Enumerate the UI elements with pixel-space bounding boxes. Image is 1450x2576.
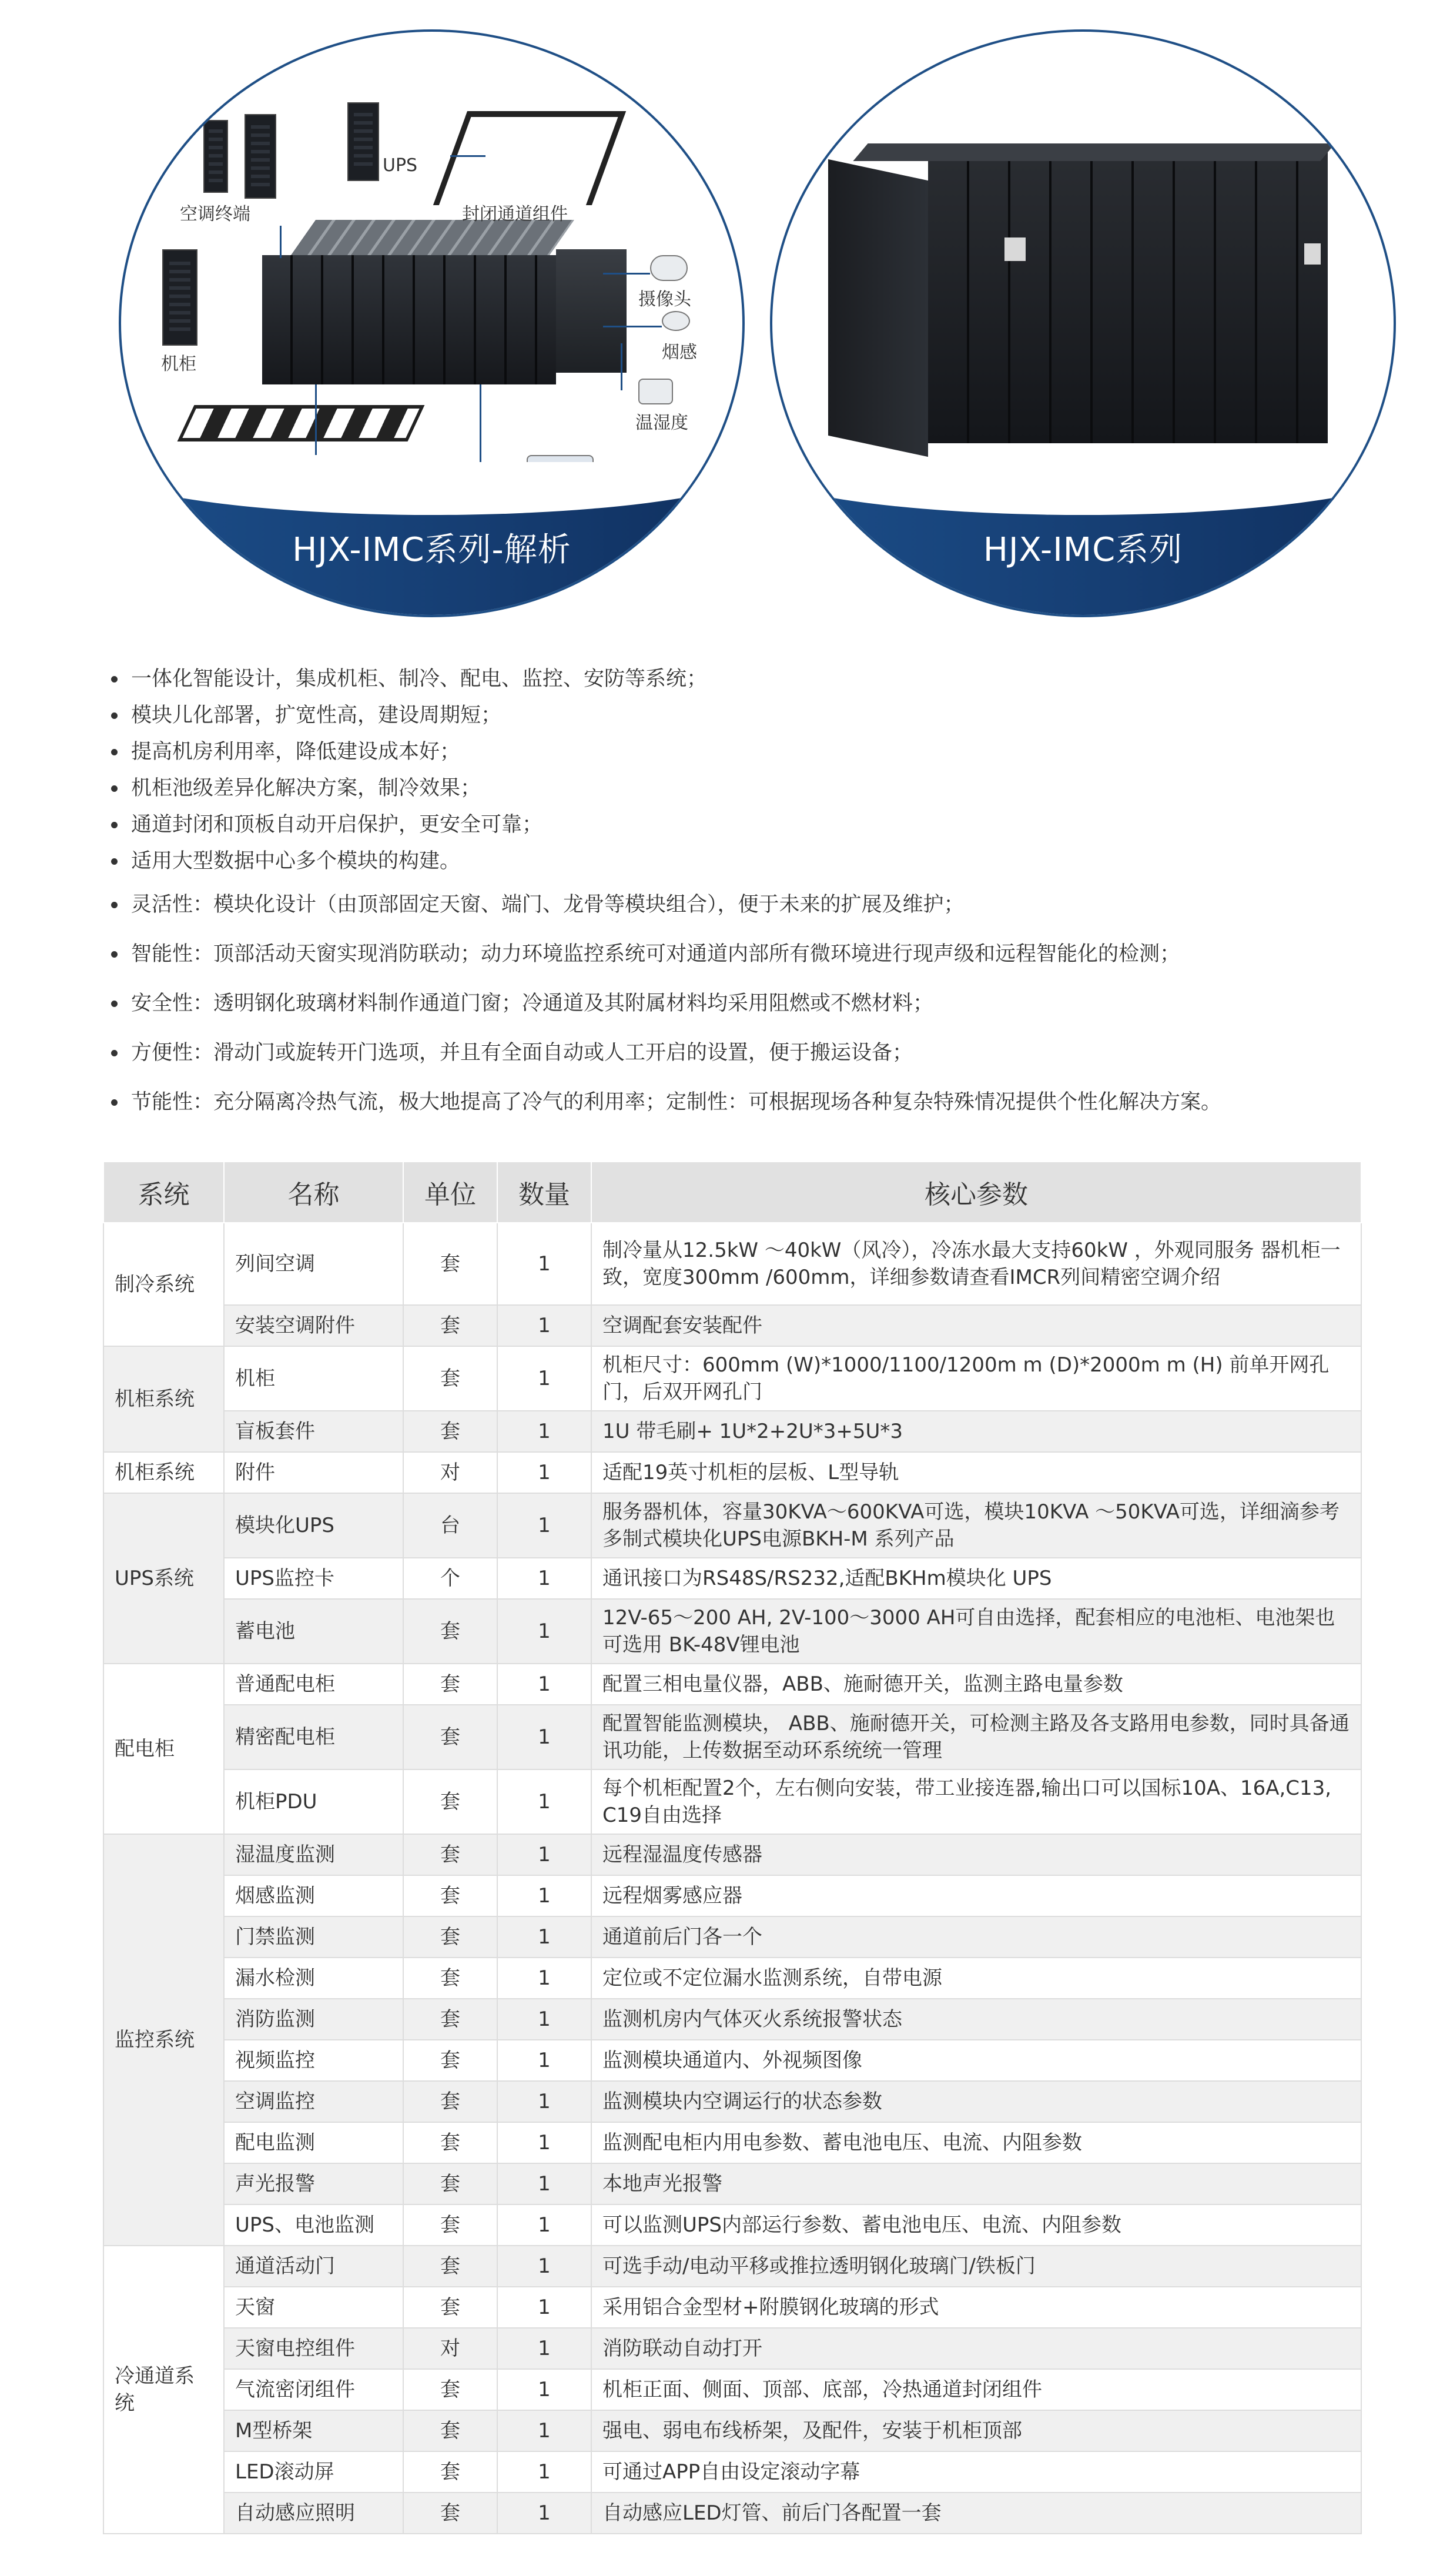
table-row <box>103 1223 1361 1305</box>
feature-item: 智能性：顶部活动天窗实现消防联动；动力环境监控系统可对通道内部所有微环境进行现声级和远程智能化的检测； <box>109 939 1372 969</box>
cell-qty: 1 <box>497 1305 591 1346</box>
rack-cabinet-image <box>162 249 197 346</box>
connector-line <box>621 343 622 390</box>
pod-end-door-image <box>556 249 627 373</box>
cell-name: 湿温度监测 <box>224 1834 403 1875</box>
table-row <box>103 2287 1361 2328</box>
cell-system: 机柜系统 <box>103 1346 224 1452</box>
table-row <box>103 2410 1361 2451</box>
cell-qty: 1 <box>497 1411 591 1452</box>
table-row <box>103 2369 1361 2410</box>
cell-name: 通道活动门 <box>224 2246 403 2287</box>
cell-params: 监测配电柜内用电参数、蓄电池电压、电流、内阻参数 <box>591 2122 1361 2163</box>
pod-roof-image <box>291 220 574 255</box>
ups-cabinet-image <box>347 102 379 181</box>
cell-params: 服务器机体，容量30KVA～600KVA可选，模块10KVA ～50KVA可选，详细滴参考多制式模块化UPS电源BKH-M 系列产品 <box>591 1493 1361 1558</box>
table-row <box>103 1493 1361 1558</box>
cell-qty: 1 <box>497 2081 591 2122</box>
feature-item: 安全性：透明钢化玻璃材料制作通道门窗；冷通道及其附属材料均采用阻燃或不燃材料； <box>109 989 1372 1018</box>
pod-body-image <box>262 255 556 384</box>
cell-qty: 1 <box>497 2204 591 2246</box>
cell-params: 监测模块通道内、外视频图像 <box>591 2040 1361 2081</box>
cell-name: 空调监控 <box>224 2081 403 2122</box>
label-ac-terminal: 空调终端 <box>180 204 250 225</box>
cell-unit: 套 <box>403 1769 497 1834</box>
table-row <box>103 2040 1361 2081</box>
cell-unit: 套 <box>403 2246 497 2287</box>
cell-params: 监测机房内气体灭火系统报警状态 <box>591 1999 1361 2040</box>
feature-item: 提高机房利用率，降低建设成本好； <box>109 737 1372 767</box>
cell-qty: 1 <box>497 1875 591 1916</box>
cell-name: 消防监测 <box>224 1999 403 2040</box>
ac-terminal-unit-image-2 <box>245 114 276 199</box>
connector-line <box>450 155 485 157</box>
cell-params: 远程湿温度传感器 <box>591 1834 1361 1875</box>
aisle-frame-image <box>433 111 626 205</box>
table-row <box>103 1958 1361 1999</box>
table-row <box>103 1599 1361 1664</box>
cell-qty: 1 <box>497 1346 591 1411</box>
cell-name: 烟感监测 <box>224 1875 403 1916</box>
col-header-unit: 单位 <box>403 1162 497 1223</box>
cell-params: 机柜正面、侧面、顶部、底部，冷热通道封闭组件 <box>591 2369 1361 2410</box>
cell-unit: 对 <box>403 2328 497 2369</box>
label-camera: 摄像头 <box>638 289 691 310</box>
feature-item: 适用大型数据中心多个模块的构建。 <box>109 847 1372 876</box>
cell-unit: 套 <box>403 1875 497 1916</box>
cell-unit: 套 <box>403 1705 497 1769</box>
cell-name: UPS、电池监测 <box>224 2204 403 2246</box>
cell-system: 配电柜 <box>103 1664 224 1834</box>
table-row <box>103 1452 1361 1493</box>
table-row <box>103 1916 1361 1958</box>
cell-params: 监测模块内空调运行的状态参数 <box>591 2081 1361 2122</box>
cell-name: 天窗 <box>224 2287 403 2328</box>
camera-icon <box>650 255 688 281</box>
cell-qty: 1 <box>497 2122 591 2163</box>
cell-unit: 套 <box>403 2204 497 2246</box>
col-header-name: 名称 <box>224 1162 403 1223</box>
cell-name: 附件 <box>224 1452 403 1493</box>
table-row <box>103 1305 1361 1346</box>
label-rack: 机柜 <box>161 354 196 374</box>
cell-name: 视频监控 <box>224 2040 403 2081</box>
cell-unit: 套 <box>403 2369 497 2410</box>
cell-name: 机柜PDU <box>224 1769 403 1834</box>
cell-unit: 套 <box>403 2040 497 2081</box>
cell-qty: 1 <box>497 1705 591 1769</box>
table-row <box>103 1769 1361 1834</box>
cell-name: 声光报警 <box>224 2163 403 2204</box>
cell-params: 自动感应LED灯管、前后门各配置一套 <box>591 2493 1361 2534</box>
cell-params: 通讯接口为RS48S/RS232,适配BKHm模块化 UPS <box>591 1558 1361 1599</box>
cell-name: 列间空调 <box>224 1223 403 1305</box>
label-smoke: 烟感 <box>662 342 697 363</box>
pod-roof-image <box>853 143 1335 161</box>
connector-line <box>280 226 282 258</box>
cell-qty: 1 <box>497 2493 591 2534</box>
cell-params: 机柜尺寸：600mm (W)*1000/1100/1200m m (D)*2000m m (H) 前单开网孔门，后双开网孔门 <box>591 1346 1361 1411</box>
table-row <box>103 2451 1361 2493</box>
cell-unit: 套 <box>403 2493 497 2534</box>
cell-name: 模块化UPS <box>224 1493 403 1558</box>
cell-system: 机柜系统 <box>103 1452 224 1493</box>
cell-unit: 对 <box>403 1452 497 1493</box>
cell-qty: 1 <box>497 1769 591 1834</box>
table-row <box>103 2493 1361 2534</box>
cell-unit: 套 <box>403 1958 497 1999</box>
feature-list <box>109 664 1372 1117</box>
cell-qty: 1 <box>497 2328 591 2369</box>
table-row <box>103 1705 1361 1769</box>
cell-name: 配电监测 <box>224 2122 403 2163</box>
cell-unit: 套 <box>403 2122 497 2163</box>
label-temp-humidity: 温湿度 <box>635 413 688 433</box>
product-photo-circle <box>770 29 1396 617</box>
feature-item: 通道封闭和顶板自动开启保护，更安全可靠； <box>109 810 1372 839</box>
table-row <box>103 2328 1361 2369</box>
cell-name: 普通配电柜 <box>224 1664 403 1705</box>
banner-wave <box>770 462 1396 515</box>
feature-item: 节能性：充分隔离冷热气流，极大地提高了冷气的利用率；定制性：可根据现场各种复杂特殊情况提供个性化解决方案。 <box>109 1088 1372 1117</box>
table-row <box>103 2246 1361 2287</box>
cell-qty: 1 <box>497 1558 591 1599</box>
cell-name: 天窗电控组件 <box>224 2328 403 2369</box>
cell-name: UPS监控卡 <box>224 1558 403 1599</box>
cell-unit: 套 <box>403 1305 497 1346</box>
cell-unit: 套 <box>403 1599 497 1664</box>
caption-banner <box>119 491 745 615</box>
table-row <box>103 2081 1361 2122</box>
connector-line <box>603 273 650 275</box>
cell-name: 机柜 <box>224 1346 403 1411</box>
label-aisle: 封闭通道组件 <box>462 204 568 225</box>
cell-unit: 套 <box>403 2287 497 2328</box>
table-row <box>103 2163 1361 2204</box>
cell-params: 12V-65～200 AH, 2V-100～3000 AH可自由选择，配套相应的电池柜、电池架也可选用 BK-48V锂电池 <box>591 1599 1361 1664</box>
feature-item: 方便性：滑动门或旋转开门选项，并且有全面自动或人工开启的设置，便于搬运设备； <box>109 1038 1372 1068</box>
cell-params: 可以监测UPS内部运行参数、蓄电池电压、电流、内阻参数 <box>591 2204 1361 2246</box>
cell-system: 监控系统 <box>103 1834 224 2246</box>
cell-qty: 1 <box>497 1958 591 1999</box>
connector-line <box>315 384 317 455</box>
cell-qty: 1 <box>497 1834 591 1875</box>
pod-front-image <box>928 149 1328 443</box>
table-row <box>103 1411 1361 1452</box>
table-row <box>103 1664 1361 1705</box>
cell-system: 冷通道系统 <box>103 2246 224 2534</box>
label-ups: UPS <box>383 155 418 176</box>
cell-unit: 个 <box>403 1558 497 1599</box>
cell-qty: 1 <box>497 1664 591 1705</box>
cell-unit: 套 <box>403 2451 497 2493</box>
table-row <box>103 1346 1361 1411</box>
smoke-detector-icon <box>662 311 690 331</box>
cell-qty: 1 <box>497 1599 591 1664</box>
spec-table <box>103 1161 1362 2534</box>
pod-side-image <box>828 159 928 457</box>
cell-qty: 1 <box>497 2369 591 2410</box>
table-row <box>103 1558 1361 1599</box>
table-row <box>103 1999 1361 2040</box>
cell-params: 本地声光报警 <box>591 2163 1361 2204</box>
feature-item: 一体化智能设计，集成机柜、制冷、配电、监控、安防等系统； <box>109 664 1372 694</box>
table-row <box>103 2122 1361 2163</box>
spec-table-header <box>103 1162 1361 1223</box>
cell-params: 可通过APP自由设定滚动字幕 <box>591 2451 1361 2493</box>
cell-params: 每个机柜配置2个，左右侧向安装，带工业接连器,输出口可以国标10A、16A,C13, C19自由选择 <box>591 1769 1361 1834</box>
cell-qty: 1 <box>497 1493 591 1558</box>
cell-params: 远程烟雾感应器 <box>591 1875 1361 1916</box>
cell-name: LED滚动屏 <box>224 2451 403 2493</box>
cell-params: 采用铝合金型材+附膜钢化玻璃的形式 <box>591 2287 1361 2328</box>
cell-system: 制冷系统 <box>103 1223 224 1346</box>
feature-item: 机柜池级差异化解决方案，制冷效果； <box>109 774 1372 803</box>
caption-right: HJX-IMC系列 <box>983 531 1183 569</box>
cell-unit: 套 <box>403 1834 497 1875</box>
cell-qty: 1 <box>497 1223 591 1305</box>
cell-unit: 套 <box>403 1999 497 2040</box>
cell-params: 配置三相电量仪器，ABB、施耐德开关，监测主路电量参数 <box>591 1664 1361 1705</box>
base-tray-image <box>178 405 425 441</box>
cell-unit: 套 <box>403 2410 497 2451</box>
cell-params: 适配19英寸机柜的层板、L型导轨 <box>591 1452 1361 1493</box>
cell-params: 可选手动/电动平移或推拉透明钢化玻璃门/铁板门 <box>591 2246 1361 2287</box>
cell-params: 消防联动自动打开 <box>591 2328 1361 2369</box>
cell-name: M型桥架 <box>224 2410 403 2451</box>
table-row <box>103 1875 1361 1916</box>
cell-qty: 1 <box>497 2163 591 2204</box>
cell-unit: 套 <box>403 1916 497 1958</box>
cell-qty: 1 <box>497 1999 591 2040</box>
cell-unit: 台 <box>403 1493 497 1558</box>
exploded-view-circle <box>119 29 745 617</box>
spec-table-body <box>103 1223 1361 2534</box>
cell-unit: 套 <box>403 1411 497 1452</box>
cell-params: 定位或不定位漏水监测系统，自带电源 <box>591 1958 1361 1999</box>
connector-line <box>603 326 662 327</box>
cell-qty: 1 <box>497 2410 591 2451</box>
cell-qty: 1 <box>497 2451 591 2493</box>
temp-humidity-sensor-icon <box>638 379 673 404</box>
col-header-system: 系统 <box>103 1162 224 1223</box>
cell-name: 气流密闭组件 <box>224 2369 403 2410</box>
cell-params: 1U 带毛刷+ 1U*2+2U*3+5U*3 <box>591 1411 1361 1452</box>
cell-qty: 1 <box>497 2287 591 2328</box>
cell-system: UPS系统 <box>103 1493 224 1664</box>
table-row <box>103 1834 1361 1875</box>
cell-unit: 套 <box>403 2081 497 2122</box>
col-header-params: 核心参数 <box>591 1162 1361 1223</box>
table-row <box>103 2204 1361 2246</box>
cell-unit: 套 <box>403 2163 497 2204</box>
cell-name: 自动感应照明 <box>224 2493 403 2534</box>
cell-params: 制冷量从12.5kW ～40kW（风冷），冷冻水最大支持60kW ，外观同服务 器机柜一致，宽度300mm /600mm，详细参数请查看IMCR列间精密空调介绍 <box>591 1223 1361 1305</box>
col-header-qty: 数量 <box>497 1162 591 1223</box>
cell-params: 强电、弱电布线桥架，及配件，安装于机柜顶部 <box>591 2410 1361 2451</box>
cell-name: 门禁监测 <box>224 1916 403 1958</box>
cell-qty: 1 <box>497 2246 591 2287</box>
cell-params: 配置智能监测模块， ABB、施耐德开关，可检测主路及各支路用电参数，同时具备通讯功能，上传数据至动环系统统一管理 <box>591 1705 1361 1769</box>
cell-qty: 1 <box>497 1452 591 1493</box>
cell-name: 盲板套件 <box>224 1411 403 1452</box>
cell-unit: 套 <box>403 1664 497 1705</box>
cell-name: 蓄电池 <box>224 1599 403 1664</box>
cell-name: 精密配电柜 <box>224 1705 403 1769</box>
caption-banner <box>770 491 1396 615</box>
feature-item: 模块儿化部署，扩宽性高，建设周期短； <box>109 701 1372 730</box>
banner-wave <box>119 462 745 515</box>
cell-unit: 套 <box>403 1346 497 1411</box>
feature-item: 灵活性：模块化设计（由顶部固定天窗、端门、龙骨等模块组合），便于未来的扩展及维护； <box>109 890 1372 919</box>
cell-name: 漏水检测 <box>224 1958 403 1999</box>
cell-params: 空调配套安装配件 <box>591 1305 1361 1346</box>
cell-unit: 套 <box>403 1223 497 1305</box>
caption-left: HJX-IMC系列-解析 <box>292 531 571 569</box>
cell-name: 安装空调附件 <box>224 1305 403 1346</box>
ac-terminal-unit-image <box>203 120 228 193</box>
cell-params: 通道前后门各一个 <box>591 1916 1361 1958</box>
cell-qty: 1 <box>497 2040 591 2081</box>
cell-qty: 1 <box>497 1916 591 1958</box>
